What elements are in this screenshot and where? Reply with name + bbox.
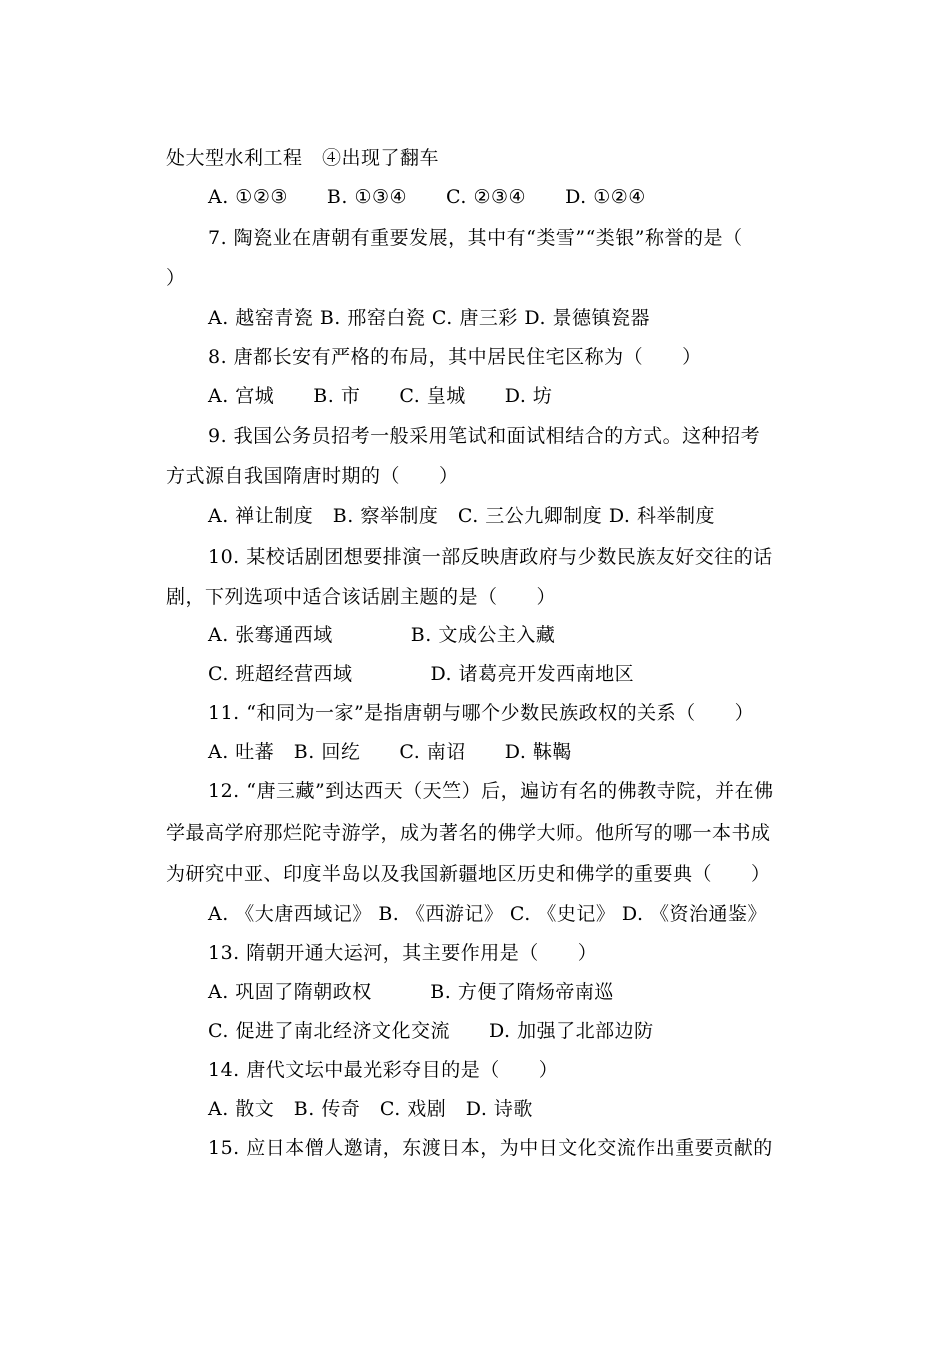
question-8: 8. 唐都长安有严格的布局，其中居民住宅区称为（ ） bbox=[208, 346, 702, 368]
text-line: 方式源自我国隋唐时期的（ ） bbox=[166, 465, 459, 487]
text-line: ） bbox=[166, 267, 186, 289]
answer-options: A. 吐蕃 B. 回纥 C. 南诏 D. 靺鞨 bbox=[208, 741, 572, 763]
question-10: 10. 某校话剧团想要排演一部反映唐政府与少数民族友好交往的话 bbox=[208, 546, 773, 568]
answer-options: A. 张骞通西域 B. 文成公主入藏 bbox=[208, 624, 556, 646]
question-12: 12. “唐三藏”到达西天（天竺）后，遍访有名的佛教寺院，并在佛 bbox=[208, 780, 774, 802]
answer-options: A. 越窑青瓷 B. 邢窑白瓷 C. 唐三彩 D. 景德镇瓷器 bbox=[208, 307, 651, 329]
question-9: 9. 我国公务员招考一般采用笔试和面试相结合的方式。这种招考 bbox=[208, 425, 761, 447]
answer-options: A. 散文 B. 传奇 C. 戏剧 D. 诗歌 bbox=[208, 1098, 533, 1120]
answer-options: C. 班超经营西域 D. 诸葛亮开发西南地区 bbox=[208, 663, 635, 685]
answer-options: A. 宫城 B. 市 C. 皇城 D. 坊 bbox=[208, 385, 553, 407]
question-14: 14. 唐代文坛中最光彩夺目的是（ ） bbox=[208, 1059, 559, 1081]
text-line: 处大型水利工程 ④出现了翻车 bbox=[166, 147, 440, 169]
question-13: 13. 隋朝开通大运河，其主要作用是（ ） bbox=[208, 942, 598, 964]
text-line: 学最高学府那烂陀寺游学，成为著名的佛学大师。他所写的哪一本书成 bbox=[166, 822, 771, 844]
answer-options: A. 《大唐西域记》 B. 《西游记》 C. 《史记》 D. 《资治通鉴》 bbox=[208, 903, 768, 925]
answer-options: C. 促进了南北经济文化交流 D. 加强了北部边防 bbox=[208, 1020, 654, 1042]
answer-options: A. 禅让制度 B. 察举制度 C. 三公九卿制度 D. 科举制度 bbox=[208, 505, 715, 527]
question-15: 15. 应日本僧人邀请，东渡日本，为中日文化交流作出重要贡献的 bbox=[208, 1137, 773, 1159]
answer-options: A. 巩固了隋朝政权 B. 方便了隋炀帝南巡 bbox=[208, 981, 614, 1003]
text-line: 为研究中亚、印度半岛以及我国新疆地区历史和佛学的重要典（ ） bbox=[166, 863, 771, 885]
answer-options: A. ①②③ B. ①③④ C. ②③④ D. ①②④ bbox=[208, 186, 646, 208]
question-11: 11. “和同为一家”是指唐朝与哪个少数民族政权的关系（ ） bbox=[208, 702, 755, 724]
text-line: 剧，下列选项中适合该话剧主题的是（ ） bbox=[166, 586, 557, 608]
question-7: 7. 陶瓷业在唐朝有重要发展，其中有“类雪”“类银”称誉的是（ bbox=[208, 227, 743, 249]
